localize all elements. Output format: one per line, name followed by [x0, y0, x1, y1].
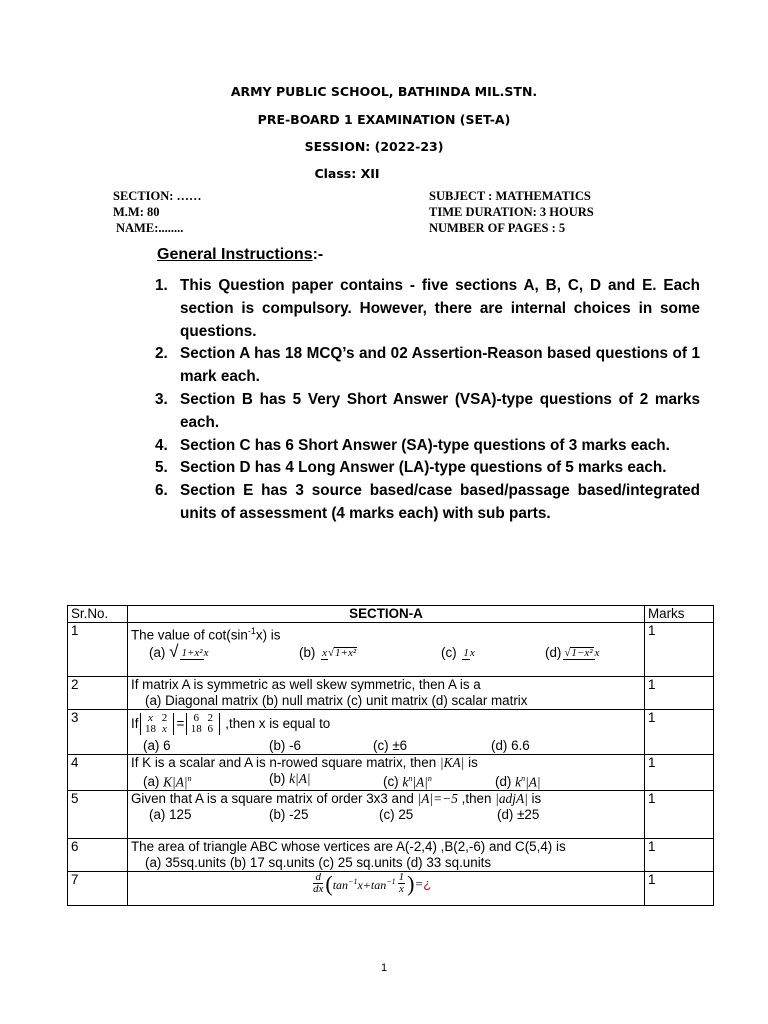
numerator: 1+x² [181, 646, 203, 659]
q1-options [131, 642, 641, 662]
marks-cell: 1 [645, 755, 714, 791]
fraction [321, 647, 357, 660]
question-text [131, 710, 641, 738]
max-marks: M.M: 80 [113, 205, 160, 219]
table-header-row [68, 606, 714, 623]
fraction [180, 648, 208, 660]
q4-text2: is [468, 755, 478, 770]
question-cell [128, 872, 645, 906]
instruction-item [155, 435, 700, 458]
option-c [441, 645, 545, 661]
question-cell [128, 623, 645, 677]
numerator: x [322, 647, 327, 660]
question-cell [128, 677, 645, 710]
instruction-text: Section A has 18 MCQ’s and 02 Assertion-Reason based questions of 1 mark each. [180, 345, 700, 386]
q5-text2: ,then [461, 791, 492, 807]
instruction-number: 6. [155, 482, 168, 500]
option-label: (b) [269, 771, 286, 786]
option-a [149, 642, 299, 662]
option-b [299, 645, 441, 661]
abs-adj-a: |adjA| [495, 791, 528, 807]
q4-text: If K is a scalar and A is n-rowed square matrix, then [131, 755, 437, 770]
meta-right [429, 188, 594, 236]
page-number: 1 [380, 962, 388, 974]
option-a: (a) $K|A|^n$ [143, 774, 192, 790]
instruction-text: Section C has 6 Short Answer (SA)-type questions of 3 marks each. [180, 436, 670, 454]
section-field: SECTION: …… [113, 189, 202, 203]
q5-options [131, 807, 641, 823]
marks-cell: 1 [645, 839, 714, 872]
option-d: (d) ±25 [497, 807, 540, 823]
question-number: 6 [68, 839, 128, 872]
option-label: (a) [149, 645, 166, 661]
instruction-item [155, 275, 700, 343]
derivative-operator: $\frac{d}{dx}$ [313, 871, 324, 896]
q4-options [131, 771, 641, 790]
determinant-left: x 2 18 x [138, 713, 176, 735]
table-row [68, 872, 714, 906]
question-text: The area of triangle ABC whose vertices are A(-2,4) ,B(2,-6) and C(5,4) is [131, 839, 566, 855]
school-name: ARMY PUBLIC SCHOOL, BATHINDA MIL.STN. [230, 84, 538, 99]
instruction-number: 4. [155, 436, 168, 454]
name-field: NAME:........ [116, 221, 184, 235]
q1-sup: -1 [247, 626, 256, 636]
q3-text: ,then x is equal to [225, 716, 331, 731]
option-b: (b) k|A| [269, 771, 311, 786]
instruction-item [155, 389, 700, 435]
meta-left [113, 188, 202, 236]
instruction-number: 3. [155, 390, 168, 408]
option-label: (a) [143, 774, 160, 790]
instruction-item [155, 480, 700, 526]
q1-text: The value of cot(sin [131, 627, 248, 643]
section-a-table [67, 605, 714, 906]
equals-sign: = [176, 716, 185, 731]
option-a: (a) 125 [149, 807, 192, 823]
table-row [68, 677, 714, 710]
option-label: (d) [495, 774, 512, 790]
question-text [131, 791, 641, 807]
instruction-text: Section D has 4 Long Answer (LA)-type questions of 5 marks each. [180, 459, 667, 477]
q3-options [131, 738, 641, 754]
fraction: $\frac{1}{x}$ [398, 871, 405, 896]
instruction-number: 1. [155, 277, 168, 294]
numerator: 1 [463, 646, 469, 659]
option-b: (b) -25 [269, 807, 309, 823]
option-label: (c) [383, 774, 399, 790]
marks-cell: 1 [645, 623, 714, 677]
table-row [68, 623, 714, 677]
q7-expression-body: $\tan^{-1}x+\tan^{-1}$ [332, 877, 396, 893]
instructions-title [157, 246, 323, 264]
section-header: SECTION-A [128, 606, 645, 623]
table-row [68, 755, 714, 791]
instruction-item [155, 343, 700, 389]
q3-if: If [131, 716, 139, 731]
option-c: (c) 25 [379, 807, 414, 823]
q5-text3: is [531, 791, 542, 807]
session: SESSION: (2022-23) [304, 139, 444, 154]
question-cell [128, 710, 645, 755]
question-number: 4 [68, 755, 128, 791]
option-d [545, 645, 601, 661]
question-number: 5 [68, 791, 128, 839]
marks-cell: 1 [645, 791, 714, 839]
number-of-pages: NUMBER OF PAGES : 5 [429, 221, 566, 235]
class: Class: XII [314, 166, 380, 181]
marks-cell: 1 [645, 710, 714, 755]
instructions-heading: General Instructions [157, 246, 313, 263]
question-text: If matrix A is symmetric as well skew symmetric, then A is a [131, 677, 481, 692]
question-cell [128, 839, 645, 872]
instruction-item [155, 457, 700, 480]
srno-header: Sr.No. [68, 606, 128, 623]
option-a: (a) 6 [143, 738, 171, 753]
instruction-number: 2. [155, 345, 168, 363]
question-number: 3 [68, 710, 128, 755]
numerator: √1−x² [564, 647, 593, 660]
instruction-text: This Question paper contains - five sections A, B, C, D and E. Each section is compulsory. However, there are internal choices in some questions. [180, 277, 700, 340]
marks-cell: 1 [645, 872, 714, 906]
q7-expression: $\frac{d}{dx}$ ( $\tan^{-1}x+\tan^{-1}$ $\frac{1}{x}$ ) = ¿ [313, 870, 432, 896]
fraction [462, 648, 474, 660]
option-c: (c) $k^n|A|^n$ [383, 774, 432, 790]
question-text [131, 755, 641, 771]
table-row [68, 839, 714, 872]
inverted-question-mark-icon: ¿ [423, 875, 432, 891]
question-text [131, 623, 641, 643]
q6-options: (a) 35sq.units (b) 17 sq.units (c) 25 sq.units (d) 33 sq.units [145, 855, 492, 871]
subject: SUBJECT : MATHEMATICS [429, 189, 591, 203]
question-number: 1 [68, 623, 128, 677]
option-d: (d) 6.6 [491, 738, 530, 753]
denominator: x [594, 647, 600, 660]
option-b: (b) -6 [269, 738, 301, 753]
option-label: (c) [441, 645, 457, 661]
q1-text2: x) is [255, 627, 281, 643]
det-a-value: |A|=−5 [417, 791, 458, 807]
question-cell [128, 755, 645, 791]
marks-header: Marks [645, 606, 714, 623]
q2-options: (a) Diagonal matrix (b) null matrix (c) unit matrix (d) scalar matrix [145, 693, 528, 708]
instruction-number: 5. [155, 459, 168, 477]
option-label: (d) [545, 645, 562, 661]
q5-text: Given that A is a square matrix of order 3x3 and [131, 791, 414, 807]
instruction-text: Section B has 5 Very Short Answer (VSA)-type questions of 2 marks each. [180, 390, 700, 431]
fraction [563, 647, 599, 660]
option-c: (c) ±6 [373, 738, 408, 753]
marks-cell: 1 [645, 677, 714, 710]
instructions-list [155, 275, 700, 526]
time-duration: TIME DURATION: 3 HOURS [429, 205, 594, 219]
question-number: 2 [68, 677, 128, 710]
option-label: (b) [299, 645, 316, 661]
table-row [68, 791, 714, 839]
option-d: (d) $k^n|A|$ [495, 774, 541, 790]
denominator: x [469, 646, 475, 659]
denominator: x [203, 646, 209, 659]
denominator: √1+x² [328, 647, 357, 660]
question-number: 7 [68, 872, 128, 906]
sqrt-icon: √ [169, 642, 179, 662]
table-row [68, 710, 714, 755]
abs-ka: |KA| [439, 755, 465, 770]
exam-title: PRE-BOARD 1 EXAMINATION (SET-A) [257, 112, 511, 127]
question-cell [128, 791, 645, 839]
determinant-right: 6 2 18 6 [184, 713, 222, 735]
instruction-text: Section E has 3 source based/case based/passage based/integrated units of assessment (4 marks each) with sub parts. [180, 482, 700, 522]
instructions-heading-suffix: :- [312, 246, 324, 263]
